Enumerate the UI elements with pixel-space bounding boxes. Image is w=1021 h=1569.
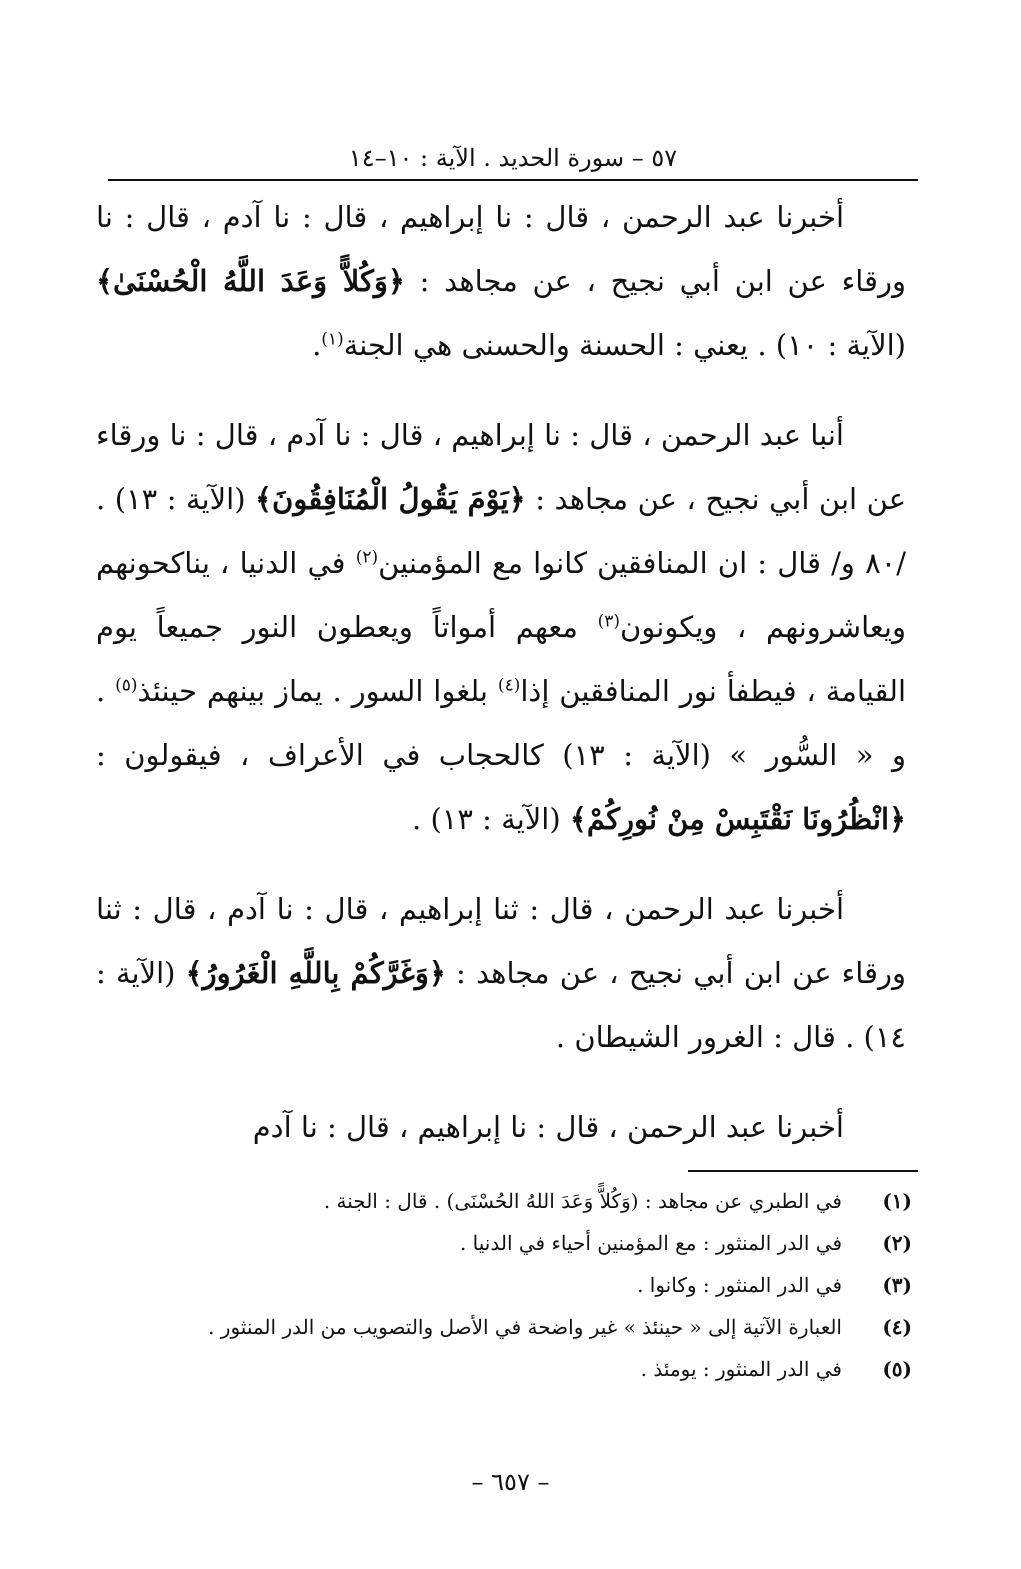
footnote-text: في الدر المنثور : وكانوا . <box>637 1273 842 1297</box>
paragraph-1-end: . <box>312 328 322 362</box>
paragraph-2-verse: ﴿يَوْمَ يَقُولُ الْمُنَافِقُونَ﴾ <box>255 482 526 516</box>
paragraph-2-after: (الآية : ١٣) . /٨٠ و/ قال : ان المنافقين كانوا مع المؤمنين <box>96 482 906 580</box>
paragraph-3-verse: ﴿وَغَرَّكُمْ بِاللَّهِ الْغَرُورُ﴾ <box>185 956 446 990</box>
footnote-ref-5[interactable]: (٥) <box>115 675 138 696</box>
footnote-text: في الدر المنثور : مع المؤمنين أحياء في الدنيا . <box>459 1231 842 1255</box>
page-number: – ٦٥٧ – <box>471 1468 550 1496</box>
paragraph-2-end5: (الآية : ١٣) . <box>412 802 561 836</box>
footnote-number: (٥) <box>882 1357 912 1381</box>
footnote-text: في الدر المنثور : يومئذ . <box>640 1357 842 1381</box>
footnote-ref-4[interactable]: (٤) <box>497 675 521 696</box>
paragraph-2-verse2: ﴿انْظُرُونَا نَقْتَبِسْ مِنْ نُورِكُمْ﴾ <box>569 802 906 836</box>
footnote-rule <box>688 1170 918 1172</box>
main-text <box>96 185 906 1185</box>
paragraph-3 <box>96 877 906 1069</box>
paragraph-3-after: (الآية : ١٤) . قال : الغرور الشيطان . <box>96 956 906 1054</box>
paragraph-3-text: أخبرنا عبد الرحمن ، قال : ثنا إبراهيم ، قال : نا آدم ، قال : ثنا ورقاء عن ابن أبي نجيح ، عن مجاهد : <box>96 892 907 990</box>
footnote-ref-1[interactable]: (١) <box>321 329 344 350</box>
header-rule <box>108 179 918 181</box>
footnote-number: (٢) <box>882 1231 912 1255</box>
footnote-ref-2[interactable]: (٢) <box>355 547 379 568</box>
paragraph-1-text: أخبرنا عبد الرحمن ، قال : نا إبراهيم ، قال : نا آدم ، قال : نا ورقاء عن ابن أبي نجيح ، عن مجاهد : <box>96 200 907 298</box>
paragraph-1 <box>96 185 906 377</box>
paragraph-2-end3: بلغوا السور . يماز بينهم حينئذ <box>137 674 489 708</box>
paragraph-4-text: أخبرنا عبد الرحمن ، قال : نا إبراهيم ، قال : نا آدم <box>252 1110 844 1144</box>
running-title: ٥٧ – سورة الحديد . الآية : ١٠–١٤ <box>348 144 678 172</box>
footnote-2 <box>96 1222 912 1264</box>
paragraph-4 <box>96 1095 906 1159</box>
paragraph-1-after: (الآية : ١٠) . يعني : الحسنة والحسنى هي الجنة <box>343 328 906 362</box>
paragraph-2-end4: . و « السُّور » (الآية : ١٣) كالحجاب في الأعراف ، فيقولون : <box>96 674 906 772</box>
footnote-4 <box>96 1306 912 1348</box>
footnote-text: العبارة الآتية إلى « حينئذ » غير واضحة في الأصل والتصويب من الدر المنثور . <box>208 1315 842 1339</box>
footnote-number: (١) <box>882 1189 912 1213</box>
footnote-text: في الطبري عن مجاهد : (وَكُلاًّ وَعَدَ اللهُ الحُسْنَى) . قال : الجنة . <box>323 1189 842 1213</box>
footnote-ref-3[interactable]: (٣) <box>597 611 620 632</box>
paragraph-2-text: أنبا عبد الرحمن ، قال : نا إبراهيم ، قال : نا آدم ، قال : نا ورقاء عن ابن أبي نجيح ، عن مجاهد : <box>96 418 906 516</box>
paragraph-1-verse: ﴿وَكُلاًّ وَعَدَ اللَّهُ الْحُسْنَىٰ﴾ <box>96 264 405 298</box>
paragraph-2-end2: معهم أمواتاً ويعطون النور جميعاً يوم القيامة ، فيطفأ نور المنافقين إذا <box>96 610 907 708</box>
footnote-3 <box>96 1264 912 1306</box>
paragraph-2-end: في الدنيا ، يناكحونهم ويعاشرونهم ، ويكونون <box>96 546 906 644</box>
footnote-5 <box>96 1348 912 1390</box>
footnote-number: (٤) <box>882 1315 912 1339</box>
footnote-1 <box>96 1180 912 1222</box>
footnotes <box>96 1180 912 1390</box>
footnote-number: (٣) <box>882 1273 912 1297</box>
paragraph-2 <box>96 403 906 851</box>
